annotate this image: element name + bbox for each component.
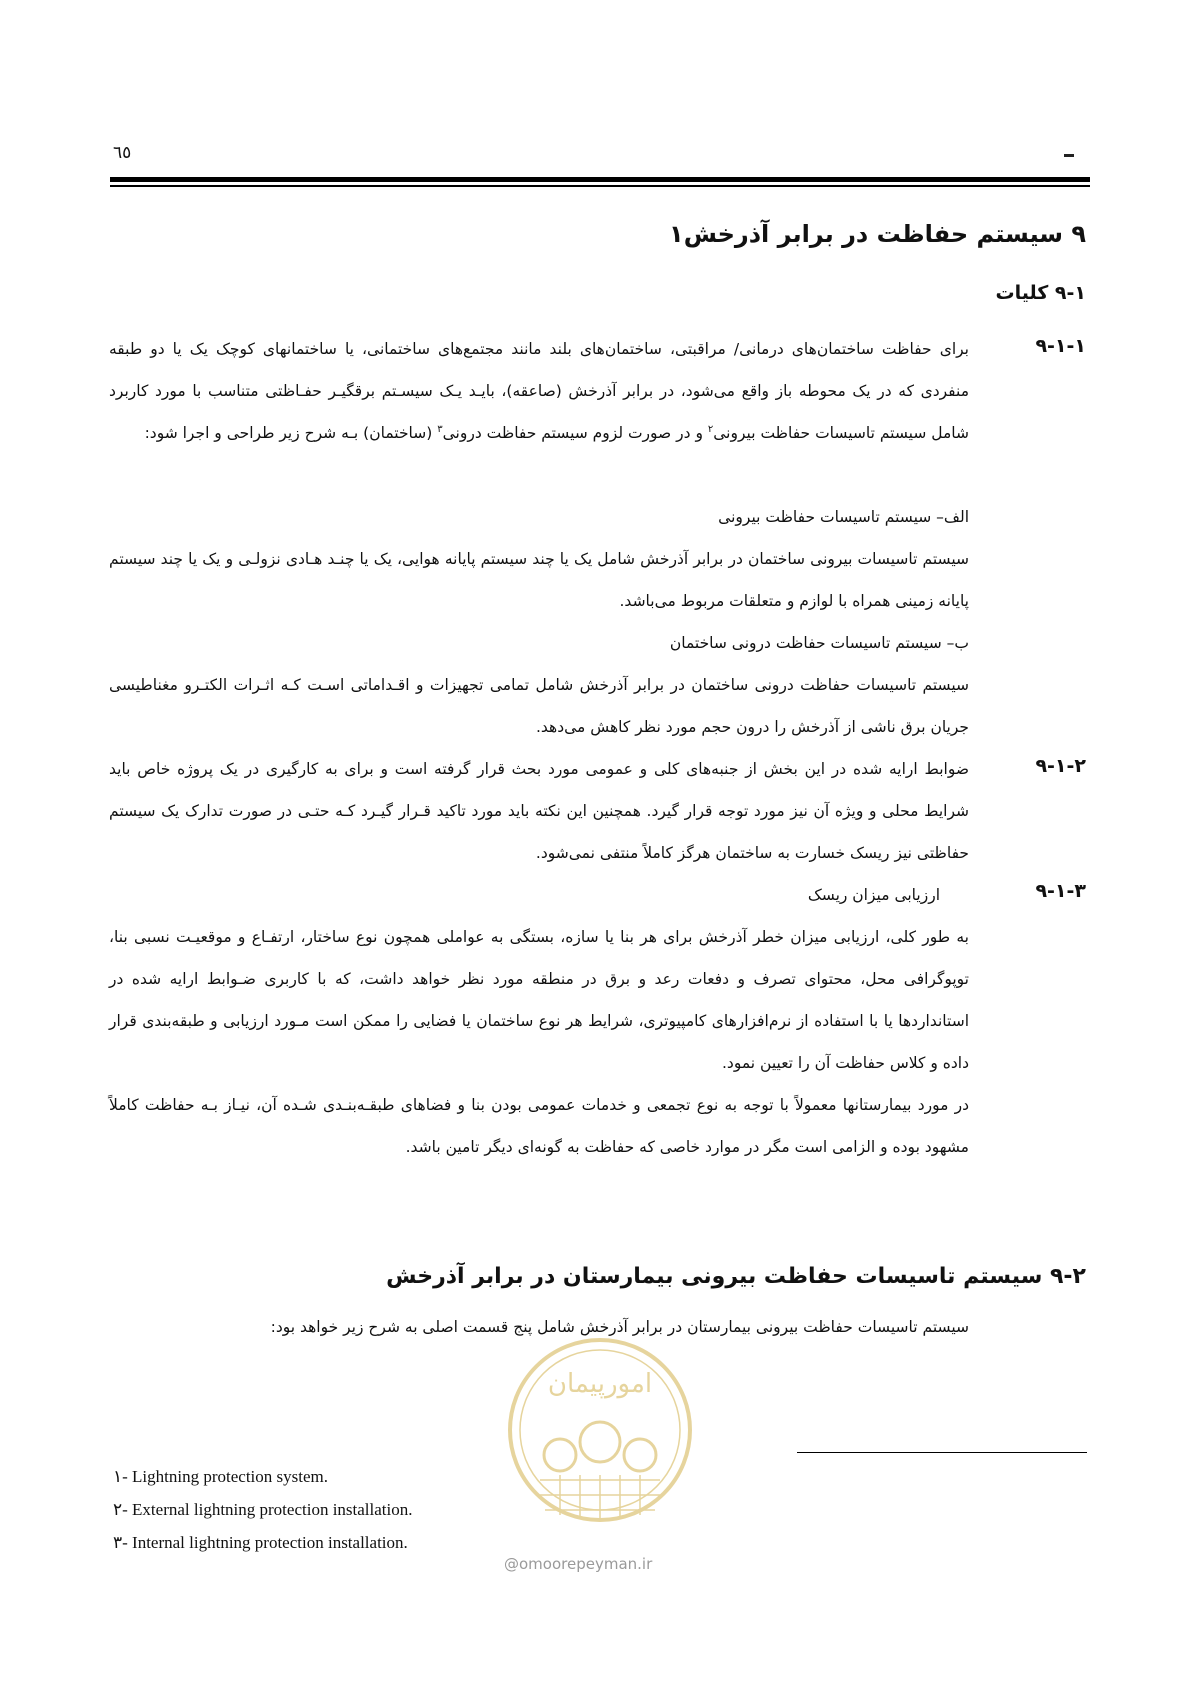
- clause-1-intro-part2: و در صورت لزوم سیستم حفاظت درونی: [442, 424, 708, 442]
- page-number: ٦٥: [113, 143, 132, 163]
- footnote-2: ۲- External lightning protection installation.: [113, 1500, 413, 1519]
- section2-heading: ۹-۲ سیستم تاسیسات حفاظت بیرونی بیمارستان در برابر آذرخش: [386, 1264, 1086, 1289]
- item-b-text: سیستم تاسیسات حفاظت درونی ساختمان در برابر آذرخش شامل تمامی تجهیزات و اقـداماتی اسـت کـه اثـرات الکتـرو مغناطیسی جریان برق ناشی از آذرخش را درون حجم مورد نظر کاهش می‌دهد.: [109, 676, 969, 736]
- footnote-3: ۳- Internal lightning protection installation.: [113, 1533, 408, 1552]
- clause-3-title: ارزیابی میزان ریسک: [807, 886, 940, 904]
- footnote-1: ۱- Lightning protection system.: [113, 1467, 328, 1486]
- clause-1-intro: [109, 328, 969, 454]
- header-rule-thick: [110, 177, 1090, 182]
- clause-2-text: ضوابط ارایه شده در این بخش از جنبه‌های کلی و عمومی مورد بحث قرار گرفته است و برای به کارگیری در یک پروژه خاص باید شرایط محلی و ویژه آن نیز مورد توجه قرار گیرد. همچنین این نکته باید مورد تاکید قـرار گیـرد کـه حتـی در صورت تدارک یک سیستم حفاظتی نیز ریسک خسارت به ساختمان هرگز کاملاً منتفی نمی‌شود.: [109, 760, 969, 862]
- clause-number-3: ۹-۱-۳: [1035, 880, 1086, 902]
- clause-3-para2: در مورد بیمارستانها معمولاً با توجه به نوع تجمعی و خدمات عمومی بودن بنا و فضاهای طبقـه‌بنـدی شـده آن، نیـاز بـه حفاظت کاملاً مشهود بوده و الزامی است مگر در موارد خاصی که حفاظت به گونه‌ای دیگر تامین باشد.: [109, 1096, 969, 1156]
- clause-1-intro-part1: برای حفاظت ساختمان‌های درمانی/ مراقبتی، ساختمان‌های بلند مانند مجتمع‌های ساختمانی، یا ساختمانهای کوچک یک یا دو طبقه منفردی که در یک محوطه باز واقع می‌شود، در برابر آذرخش (صاعقه)، بایـد یـک سیسـتم برقگیـر حفـاظتی متناسب با مورد کاربرد شامل سیستم تاسیسات حفاظت بیرونی: [109, 340, 969, 442]
- clause-number-1: ۹-۱-۱: [1035, 335, 1086, 357]
- section-heading: ۹-۱ کلیات: [995, 282, 1086, 304]
- footnote-marker-2: ۲: [707, 423, 714, 435]
- item-b-title: ب– سیستم تاسیسات حفاظت درونی ساختمان: [669, 634, 969, 652]
- header-dash: [1064, 154, 1074, 157]
- footnote-marker-3: ۳: [437, 423, 443, 435]
- watermark-logo-text: امورپیمان: [547, 1369, 653, 1399]
- item-a-title: الف– سیستم تاسیسات حفاظت بیرونی: [718, 508, 969, 526]
- chapter-title: ۹ سیستم حفاظت در برابر آذرخش۱: [669, 220, 1086, 248]
- item-a-text: سیستم تاسیسات بیرونی ساختمان در برابر آذرخش شامل یک یا چند سیستم پایانه هوایی، یک یا چنـد هـادی نزولـی و یک یا چند سیستم پایانه زمینی همراه با لوازم و متعلقات مربوط می‌باشد.: [109, 550, 969, 610]
- header-rule-thin: [110, 185, 1090, 187]
- clause-3-para1: به طور کلی، ارزیابی میزان خطر آذرخش برای هر بنا یا سازه، بستگی به عواملی همچون نوع ساختار، ارتفـاع و موقعیـت نسبی بنا، توپوگرافی محل، محتوای تصرف و دفعات رعد و برق در منطقه مورد نظر خواهد داشت، که با کاربری ضـوابط ارایه شده در استانداردها یا با استفاده از نرم‌افزارهای کامپیوتری، شرایط هر نوع ساختمان یا فضایی را ممکن است مـورد ارزیابی و طبقه‌بندی قرار داده و کلاس حفاظت آن را تعیین نمود.: [109, 928, 969, 1072]
- watermark-site: omoorepeyman.ir: [519, 1555, 653, 1573]
- watermark-logo: [500, 1330, 700, 1570]
- clause-number-2: ۹-۱-۲: [1035, 755, 1086, 777]
- footnote-rule: [797, 1452, 1087, 1453]
- watermark-site-text: @omoorepeyman.ir: [504, 1555, 653, 1573]
- section2-text: سیستم تاسیسات حفاظت بیرونی بیمارستان در برابر آذرخش شامل پنج قسمت اصلی به شرح زیر خواهد بود:: [270, 1318, 969, 1336]
- clause-1-intro-part3: (ساختمان) بـه شرح زیر طراحی و اجرا شود:: [144, 424, 438, 442]
